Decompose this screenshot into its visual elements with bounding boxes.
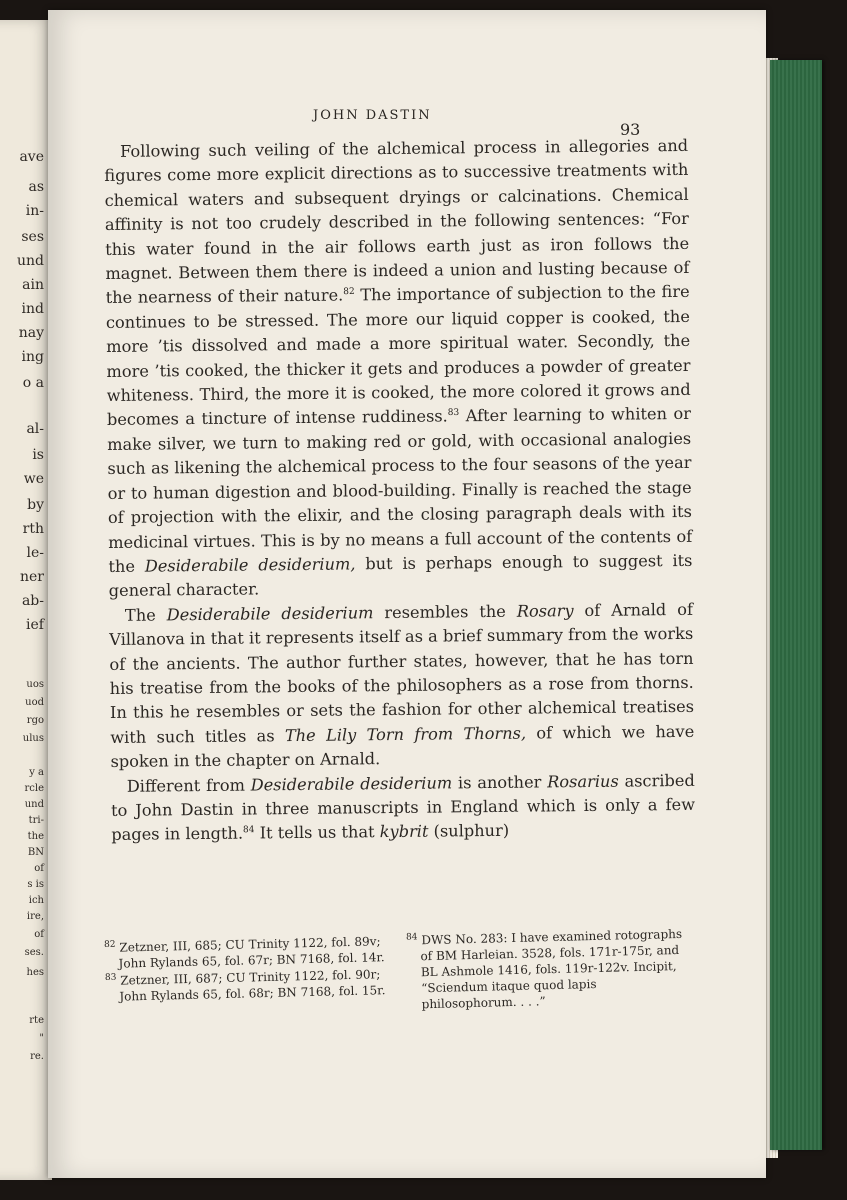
left-page-fragment: in- (25, 203, 44, 219)
left-page-fragment: ulus (22, 733, 44, 744)
text-run: The importance of subjection to the fire continues to be stressed. The more our liquid copper is cooked, the more ’tis dissolved and made a more spiritual water. Secondly, the more ’tis cooked, the thicker it gets and produces a powder of greater whiteness. Third, the more it is cooked, the more colored it grows and becomes a tincture of intense ruddiness. (105, 282, 691, 430)
left-page-fragment: we (23, 471, 44, 487)
text-run: resembles the (373, 601, 517, 622)
left-page-fragment: as (28, 179, 44, 195)
left-page-fragment: rte (29, 1015, 44, 1026)
footnote (105, 966, 392, 1005)
left-page-fragment: is (32, 447, 44, 463)
left-facing-page (0, 20, 52, 1180)
paragraph (111, 768, 696, 847)
text-run: ascribed to John Dastin in three manuscripts in England which is only a few pages in length. (110, 770, 696, 845)
footnote-number: 83 (104, 972, 117, 983)
body-text (104, 134, 695, 848)
text-run: Desiderabile desiderium, (144, 554, 356, 576)
text-run: Desiderabile desiderium (250, 772, 453, 795)
left-page-fragment: ain (22, 277, 44, 293)
footnote-text: Zetzner, III, 685; CU Trinity 1122, fol. 89v; John Rylands 65, fol. 67r; BN 7168, fol. 14r. (115, 934, 385, 971)
footnotes (104, 926, 694, 1021)
left-page-fragment: ab- (21, 593, 44, 609)
left-page-fragment: rcle (24, 783, 44, 794)
text-run: The (124, 605, 167, 625)
footnotes-left (104, 933, 392, 1021)
running-head: JOHN DASTIN (313, 108, 432, 123)
footnote-number: 82 (104, 939, 116, 950)
text-run: kybrit (379, 822, 429, 842)
text-run: The Lily Torn from Thorns, (284, 723, 527, 745)
left-page-fragment: ner (20, 569, 44, 585)
footnote-ref: 83 (447, 408, 460, 419)
left-page-fragment: o a (22, 375, 44, 391)
left-page-fragment: by (27, 497, 44, 513)
left-page-fragment: BN (27, 847, 44, 858)
left-page-fragment: rgo (26, 715, 44, 726)
text-run: Rosary (516, 600, 574, 621)
left-page-fragment: uos (26, 679, 44, 690)
text-run: of which we have spoken in the chapter on Arnald. (110, 721, 695, 772)
text-run: (sulphur) (428, 821, 510, 842)
text-run: Rosarius (547, 771, 619, 791)
footnotes-right (406, 926, 694, 1014)
left-page-fragment: ire, (26, 911, 44, 922)
text-run: of Arnald of Villanova in that it represents itself as a brief summary from the works of the ancients. The author further states, however, that he has torn his treatise from the books of the philosophers as a rose from thorns. In this he resembles or sets the fashion for other alchemical treatises with such titles as (109, 599, 695, 747)
left-page-fragment: uod (25, 697, 44, 708)
left-page-fragment: the (27, 831, 44, 842)
footnote-ref: 82 (343, 287, 355, 298)
footnote (406, 926, 694, 1013)
left-page-fragment: ief (26, 617, 44, 633)
left-page-fragment: und (17, 253, 44, 269)
text-run: Desiderabile desiderium (166, 602, 374, 625)
left-page-fragment: nay (18, 325, 44, 341)
left-page-fragment: al- (26, 421, 44, 437)
left-page-fragment: " (39, 1033, 44, 1044)
left-page-fragment: ing (21, 349, 44, 365)
paragraph (104, 134, 693, 604)
left-page-fragment: hes (26, 967, 44, 978)
left-page-fragment: of (34, 929, 44, 940)
left-page-fragment: ses. (24, 947, 44, 958)
left-page-fragment: ses (21, 229, 44, 245)
text-run: Following such veiling of the alchemical process in allegories and figures come more explicit directions as to successive treatments with chemical waters and subsequent dryings or calcinations. Chemical affinity is not too crudely described in the following sentences: “For this water found in the air follows earth just as iron follows the magnet. Between them there is indeed a union and lusting because of the nearness of their nature. (104, 135, 690, 308)
left-page-fragment: ave (19, 149, 44, 165)
page-number: 93 (620, 120, 641, 139)
left-page-fragment: of (34, 863, 44, 874)
text-run: It tells us that (254, 822, 380, 843)
text-run: After learning to whiten or make silver, we turn to making red or gold, with occasional analogies such as likening the alchemical process to the four seasons of the year or to human digestion and blood-building. Finally is reached the stage of projection with the elixir, and the closing paragraph deals with its medicinal virtues. This is by no means a full account of the contents of the (107, 404, 693, 576)
footnote-ref: 84 (242, 825, 255, 836)
text-run: but is perhaps enough to suggest its general character. (108, 550, 693, 601)
text-run: Different from (126, 775, 251, 796)
left-page-fragment: ich (28, 895, 44, 906)
left-page-fragment: und (24, 799, 44, 810)
left-page-fragment: rth (22, 521, 44, 537)
left-page-fragment: ind (21, 301, 44, 317)
book-page (48, 10, 766, 1178)
book-cover (770, 60, 822, 1150)
text-run: is another (452, 771, 548, 792)
left-page-fragment: y a (29, 767, 44, 778)
footnote-text: Zetzner, III, 687; CU Trinity 1122, fol. 90r; John Rylands 65, fol. 68r; BN 7168, fol. 15r. (116, 967, 386, 1004)
left-page-fragment: tri- (28, 815, 44, 826)
footnote-text: DWS No. 283: I have examined rotographs of BM Harleian. 3528, fols. 171r-175r, and BL Ashmole 1416, fols. 119r-122v. Incipit, “Sciendum itaque quod lapis philosophorum. . . .” (417, 926, 683, 1012)
paragraph (109, 598, 695, 775)
left-page-fragment: le- (26, 545, 44, 561)
left-page-fragment: re. (30, 1051, 44, 1062)
left-page-fragment: s is (27, 879, 44, 890)
footnote-number: 84 (405, 932, 418, 943)
